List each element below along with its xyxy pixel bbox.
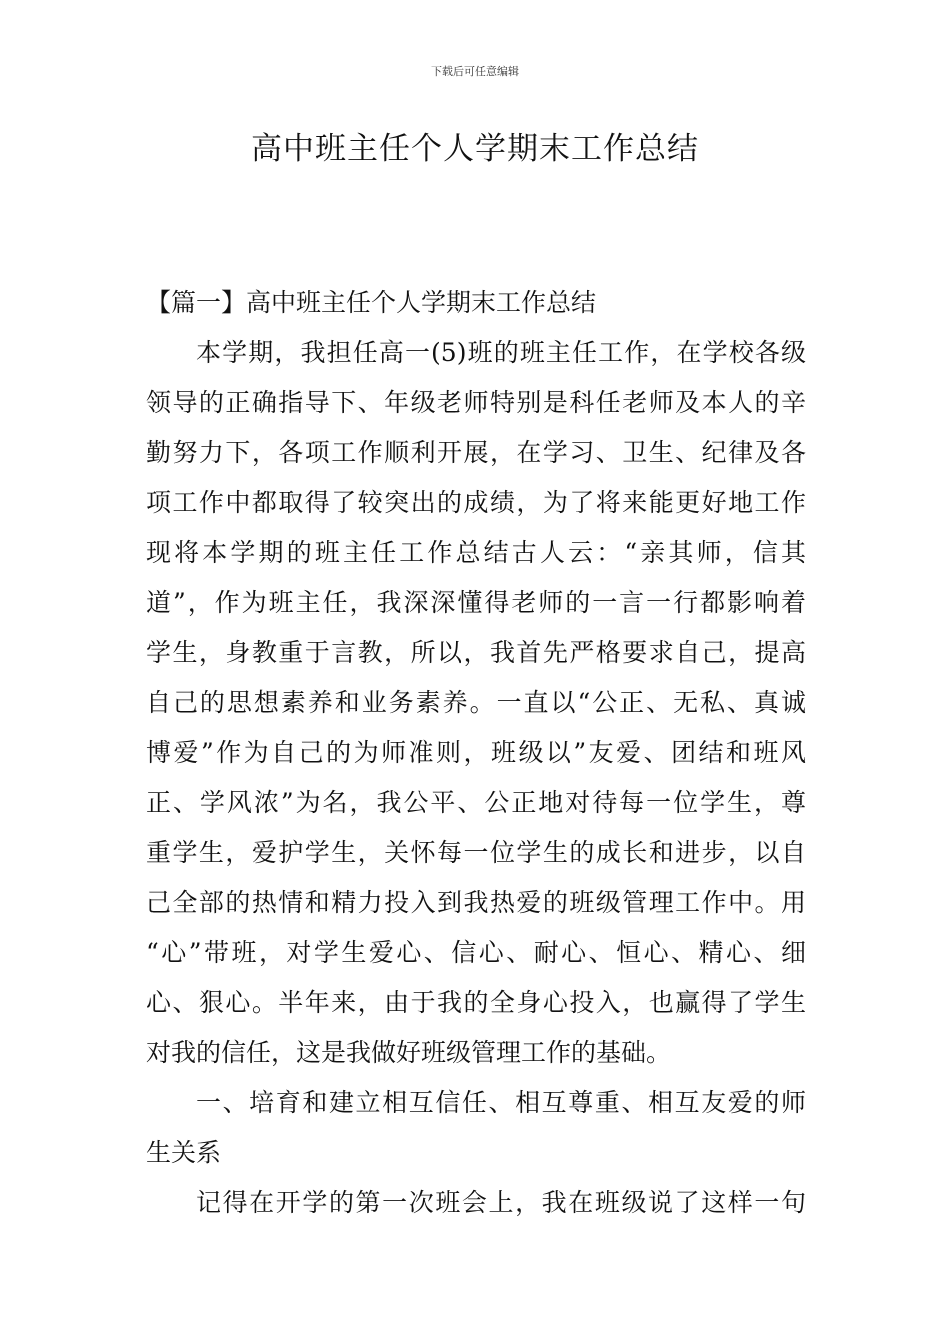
paragraph-line: 重学生，爱护学生，关怀每一位学生的成长和进步，以自 xyxy=(146,838,806,867)
paragraph-line: “心”带班，对学生爱心、信心、耐心、恒心、精心、细 xyxy=(146,938,806,967)
paragraph-line: 勤努力下，各项工作顺利开展，在学习、卫生、纪律及各 xyxy=(146,438,806,467)
paragraph-line: 领导的正确指导下、年级老师特别是科任老师及本人的辛 xyxy=(146,388,806,417)
paragraph-line: 学生，身教重于言教，所以，我首先严格要求自己，提高 xyxy=(146,638,806,667)
subheading-line: 一、培育和建立相互信任、相互尊重、相互友爱的师 xyxy=(196,1088,806,1117)
paragraph-line: 记得在开学的第一次班会上，我在班级说了这样一句 xyxy=(196,1188,806,1217)
paragraph-line: 对我的信任，这是我做好班级管理工作的基础。 xyxy=(146,1038,672,1067)
paragraph-line: 本学期，我担任高一(5)班的班主任工作，在学校各级 xyxy=(196,338,806,367)
header-note: 下载后可任意编辑 xyxy=(431,65,519,78)
paragraph-line: 项工作中都取得了较突出的成绩，为了将来能更好地工作 xyxy=(146,488,806,517)
subheading-line: 生关系 xyxy=(146,1138,222,1167)
paragraph-line: 正、学风浓”为名，我公平、公正地对待每一位学生，尊 xyxy=(146,788,806,817)
document-title: 高中班主任个人学期末工作总结 xyxy=(251,131,699,167)
document-body xyxy=(146,278,806,1228)
paragraph-line: 道”，作为班主任，我深深懂得老师的一言一行都影响着 xyxy=(146,588,806,617)
paragraph-line: 自己的思想素养和业务素养。一直以“公正、无私、真诚 xyxy=(146,688,806,717)
paragraph-line: 己全部的热情和精力投入到我热爱的班级管理工作中。用 xyxy=(146,888,806,917)
paragraph-line: 博爱”作为自己的为师准则，班级以”友爱、团结和班风 xyxy=(146,738,806,767)
paragraph-line: 心、狠心。半年来，由于我的全身心投入，也赢得了学生 xyxy=(146,988,806,1017)
section-heading: 【篇一】高中班主任个人学期末工作总结 xyxy=(146,288,597,317)
paragraph-line: 现将本学期的班主任工作总结古人云：“亲其师，信其 xyxy=(146,538,806,567)
